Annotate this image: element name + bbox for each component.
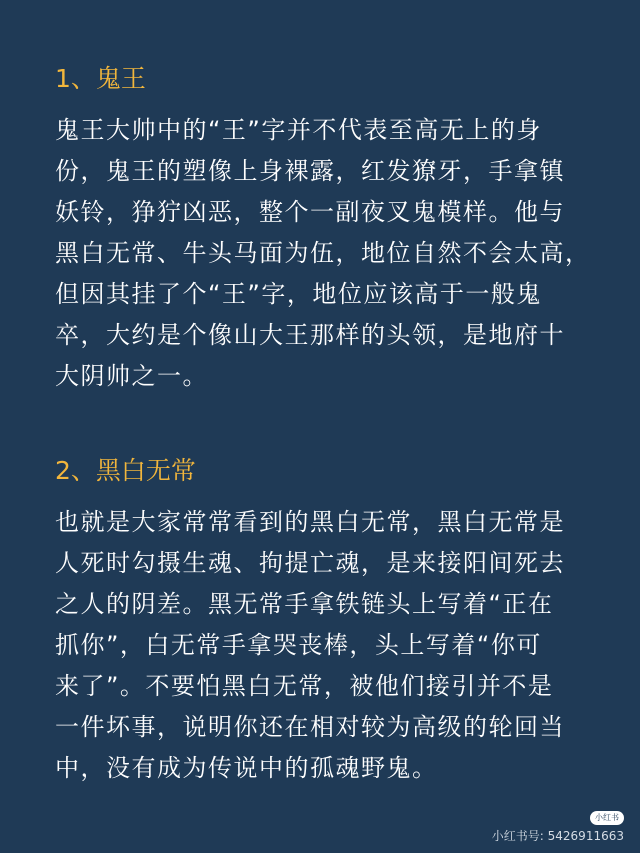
paragraph-line: 抓你”，白无常手拿哭丧棒，头上写着“你可 bbox=[55, 631, 542, 659]
paragraph-line: 之人的阴差。黑无常手拿铁链头上写着“正在 bbox=[55, 590, 554, 618]
section-paragraph-1 bbox=[55, 110, 595, 397]
paragraph-line: 但因其挂了个“王”字，地位应该高于一般鬼 bbox=[55, 280, 542, 308]
paragraph-line: 来了”。不要怕黑白无常，被他们接引并不是 bbox=[55, 672, 554, 700]
paragraph-line: 黑白无常、牛头马面为伍，地位自然不会太高， bbox=[55, 239, 591, 267]
paragraph-line: 一件坏事，说明你还在相对较为高级的轮回当 bbox=[55, 713, 565, 741]
paragraph-line: 中，没有成为传说中的孤魂野鬼。 bbox=[55, 754, 438, 782]
section-title-1: 1、鬼王 bbox=[55, 64, 146, 93]
paragraph-line: 妖铃，狰狞凶恶，整个一副夜叉鬼模样。他与 bbox=[55, 198, 565, 226]
paragraph-line: 鬼王大帅中的“王”字并不代表至高无上的身 bbox=[55, 116, 542, 144]
paragraph-line: 也就是大家常常看到的黑白无常，黑白无常是 bbox=[55, 508, 565, 536]
watermark bbox=[492, 809, 624, 843]
section-paragraph-2 bbox=[55, 502, 595, 789]
watermark-id: 小红书号: 5426911663 bbox=[491, 829, 624, 843]
paragraph-line: 卒，大约是个像山大王那样的头领，是地府十 bbox=[55, 321, 565, 349]
section-title-2: 2、黑白无常 bbox=[55, 456, 196, 485]
paragraph-line: 大阴帅之一。 bbox=[55, 362, 208, 390]
paragraph-line: 人死时勾摄生魂、拘提亡魂，是来接阳间死去 bbox=[55, 549, 565, 577]
paragraph-line: 份，鬼王的塑像上身裸露，红发獠牙，手拿镇 bbox=[55, 157, 565, 185]
xiaohongshu-logo: 小红书 bbox=[590, 811, 624, 825]
